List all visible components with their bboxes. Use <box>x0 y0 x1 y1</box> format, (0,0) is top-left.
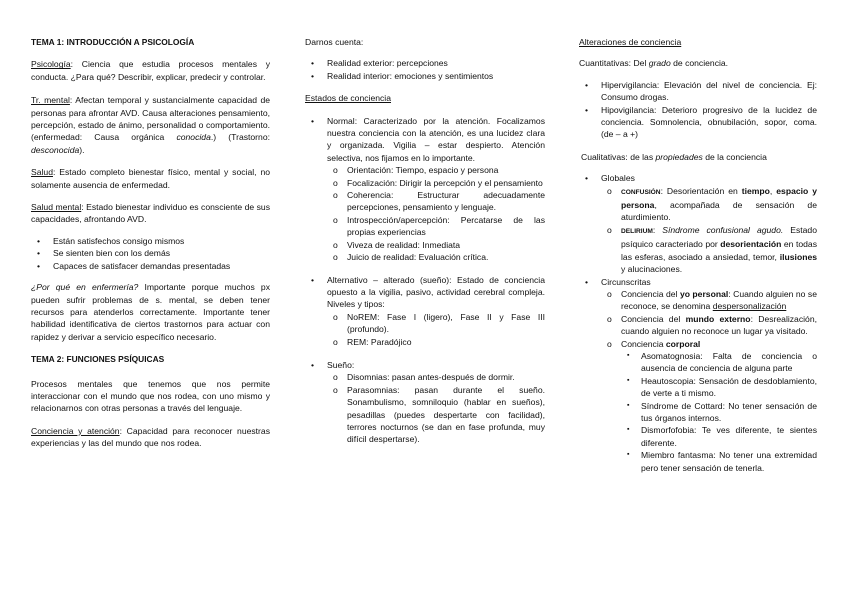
cuantitativas-post: de conciencia. <box>670 58 729 69</box>
column-2 <box>305 36 545 446</box>
list-item: o NoREM: Fase I (ligero), Fase II y Fase III (profundo). <box>330 311 545 336</box>
list-item: ▪ Asomatognosia: Falta de conciencia o ausencia de conciencia de alguna parte <box>624 350 817 375</box>
sueno-sublist <box>330 371 545 445</box>
delirium-label: DELIRIUM <box>621 227 653 235</box>
corporal-sublist <box>624 350 817 474</box>
tema1-heading: TEMA 1: INTRODUCCIÓN A PSICOLOGÍA <box>31 37 195 47</box>
salud-mental-list <box>31 235 270 272</box>
procesos-paragraph: Procesos mentales que tenemos que nos permite interaccionar con el mundo que nos rodea, con uno mismo y relacionarnos con otras personas a través del lenguaje. <box>31 378 270 414</box>
alucinaciones-word: alucinaciones. <box>625 264 683 275</box>
tr-mental-end: ). <box>79 144 85 155</box>
propiedades-word: propiedades <box>655 151 703 162</box>
psicologia-paragraph <box>31 58 270 83</box>
mundo-text: : Desrealización, cuando alguien no reconoce un lugar ya visitado. <box>621 313 817 337</box>
list-item: o REM: Paradójico <box>330 336 545 348</box>
list-item <box>604 288 817 313</box>
desconocida-word: desconocida <box>31 144 80 155</box>
alternativo-text: Alternativo – alterado (sueño): Estado de conciencia opuesto a la vigilia, pasivo, actividad cerebral compleja. Niveles y tipos: <box>327 274 545 310</box>
list-item: ▪ Síndrome de Cottard: No tener sensación de tus órganos internos. <box>624 400 817 425</box>
ilusiones-word: ilusiones <box>779 251 817 262</box>
enfermeria-text: Importante porque muchos px pueden sufrir problemas de s. mental, se deben tener recursos para atenderlos correctamente. Importante tener habilidad identificativa de ciertos trastornos para actuar con rapidez y derivar a servicio específico necesario. <box>31 282 270 342</box>
cuantitativas-line <box>579 57 817 69</box>
list-item: o Disomnias: pasan antes-después de dormir. <box>330 371 545 383</box>
yo-pre: Conciencia del <box>621 288 680 299</box>
list-item: • Capaces de satisfacer demandas presentadas <box>31 260 270 272</box>
estados-heading: Estados de conciencia <box>305 93 391 104</box>
circunscritas-label: Circunscritas <box>601 276 651 287</box>
salud-text: : Estado completo bienestar físico, mental y social, no solamente ausencia de enfermedad. <box>31 167 270 190</box>
despersonalizacion-word: despersonalización <box>712 301 787 312</box>
estados-list <box>305 115 545 446</box>
cualitativas-post: de la conciencia <box>702 151 767 162</box>
yo-text: : Cuando alguien no se reconoce, se denomina <box>621 288 817 312</box>
list-item: • Hipovigilancia: Deterioro progresivo de la lucidez de conciencia. Somnolencia, obnubilación, sopor, coma. (de – a +) <box>579 104 817 141</box>
conciencia-atencion-paragraph <box>31 425 270 450</box>
psicologia-term: Psicología <box>31 59 71 70</box>
normal-text: Normal: Caracterizado por la atención. Focalizamos nuestra conciencia con la atención, es una lucidez clara y organizada. Vigilia – estar despierto. Atención selectiva, nos fijamos en lo importante. <box>327 115 545 163</box>
desorientacion-word: desorientación <box>720 239 782 250</box>
delirium-italic: Síndrome confusional agudo. <box>662 224 784 235</box>
list-item: • Hipervigilancia: Elevación del nivel de conciencia. Ej: Consumo drogas. <box>579 79 817 104</box>
realidad-list <box>305 57 545 82</box>
enfermeria-paragraph <box>31 281 270 343</box>
corporal-pre: Conciencia <box>621 338 666 349</box>
list-item <box>305 274 545 348</box>
list-item <box>579 172 817 275</box>
column-3 <box>579 36 817 474</box>
tiempo-word: tiempo <box>741 185 770 196</box>
column-1 <box>31 36 270 450</box>
delirium-text: Estado psíquico caracteriado por <box>621 224 817 250</box>
list-item: • Realidad exterior: percepciones <box>305 57 545 69</box>
list-item: ▪ Heautoscopia: Sensación de desdoblamiento, de verte a ti mismo. <box>624 375 817 400</box>
cualitativas-list <box>579 172 817 474</box>
list-item: o Parasomnias: pasan durante el sueño. Sonambulismo, somniloquio (hablar en sueños), pesadillas (puedes despertarte con facilidad), terrores nocturnos (se dan en fase profunda, muy difícil despertarse). <box>330 384 545 446</box>
darnos-cuenta: Darnos cuenta: <box>305 37 364 47</box>
list-item: ▪ Dismorfofobia: Te ves diferente, te sientes diferente. <box>624 424 817 449</box>
conocida-word: conocida <box>176 132 211 143</box>
list-item <box>305 359 545 446</box>
cualitativas-pre: Cualitativas: de las <box>581 151 656 162</box>
espacio-persona-words: espacio y persona <box>621 185 818 211</box>
salud-mental-paragraph <box>31 201 270 226</box>
mundo-pre: Conciencia del <box>621 313 686 324</box>
list-item: o Focalización: Dirigir la percepción y el pensamiento <box>330 177 545 189</box>
mundo-externo-word: mundo externo <box>685 313 751 324</box>
psicologia-text: : Ciencia que estudia procesos mentales y conducta. ¿Para qué? Describir, explicar, predecir y controlar. <box>31 59 270 82</box>
tr-mental-mid: .) (Trastorno: <box>210 132 270 143</box>
normal-sublist <box>330 164 545 263</box>
salud-mental-text: : Estado bienestar individuo es consciente de sus capacidades, afrontando AVD. <box>31 202 270 225</box>
confusion-label: CONFUSIÓN <box>621 188 661 196</box>
tema2-heading: TEMA 2: FUNCIONES PSÍQUICAS <box>31 354 165 365</box>
list-item <box>604 313 817 338</box>
list-item <box>579 276 817 475</box>
conciencia-atencion-term: Conciencia y atención <box>31 425 120 436</box>
salud-paragraph <box>31 166 270 191</box>
confusion-end: , acompañada de sensación de aturdimiento. <box>621 200 817 223</box>
cuantitativas-list <box>579 79 817 141</box>
list-item: o Juicio de realidad: Evaluación crítica. <box>330 251 545 263</box>
tr-mental-text: : Afectan temporal y sustancialmente capacidad de personas para afrontar AVD. Causa alteraciones pensamiento, percepción, estado de ánimo, personalidad o comportamiento. (enfermedad: Causa orgánica <box>31 95 271 143</box>
delirium-mid: en todas las esferas, asociado a ansiedad, temor, <box>621 239 817 262</box>
tr-mental-term: Tr. mental <box>31 95 70 106</box>
list-item: ▪ Miembro fantasma: No tener una extremidad pero tener sensación de tenerla. <box>624 449 817 474</box>
list-item: • Realidad interior: emociones y sentimientos <box>305 70 545 82</box>
list-item <box>604 185 817 224</box>
circunscritas-sublist <box>604 288 817 474</box>
grado-word: grado <box>648 58 671 69</box>
alternativo-sublist <box>330 311 545 348</box>
confusion-text: : Desorientación en <box>660 185 742 196</box>
list-item <box>604 338 817 474</box>
globales-sublist <box>604 185 817 276</box>
list-item: • Están satisfechos consigo mismos <box>31 235 270 247</box>
salud-term: Salud <box>31 167 53 178</box>
delirium-colon: : <box>652 224 663 235</box>
list-item <box>604 224 817 276</box>
cualitativas-line <box>579 151 817 163</box>
list-item: o Introspección/apercepción: Percatarse de las propias experiencias <box>330 214 545 239</box>
enfermeria-question: ¿Por qué en enfermería? <box>31 282 139 293</box>
list-item: o Viveza de realidad: Inmediata <box>330 239 545 251</box>
globales-label: Globales <box>601 173 635 184</box>
y-word: y <box>621 264 626 275</box>
conciencia-atencion-text: : Capacidad para reconocer nuestras experiencias y las del mundo que nos rodea. <box>31 425 270 449</box>
sueno-text: Sueño: <box>327 359 355 370</box>
corporal-word: corporal <box>665 338 701 349</box>
yo-personal-word: yo personal <box>679 288 729 299</box>
comma-sep: , <box>769 185 777 196</box>
list-item: o Orientación: Tiempo, espacio y persona <box>330 164 545 176</box>
cuantitativas-pre: Cuantitativas: Del <box>579 58 649 69</box>
tr-mental-paragraph <box>31 94 270 156</box>
list-item <box>305 115 545 264</box>
alteraciones-heading: Alteraciones de conciencia <box>579 37 682 47</box>
list-item: o Coherencia: Estructurar adecuadamente percepciones, pensamiento y lenguaje. <box>330 189 545 214</box>
salud-mental-term: Salud mental <box>31 202 82 213</box>
list-item: • Se sienten bien con los demás <box>31 247 270 259</box>
